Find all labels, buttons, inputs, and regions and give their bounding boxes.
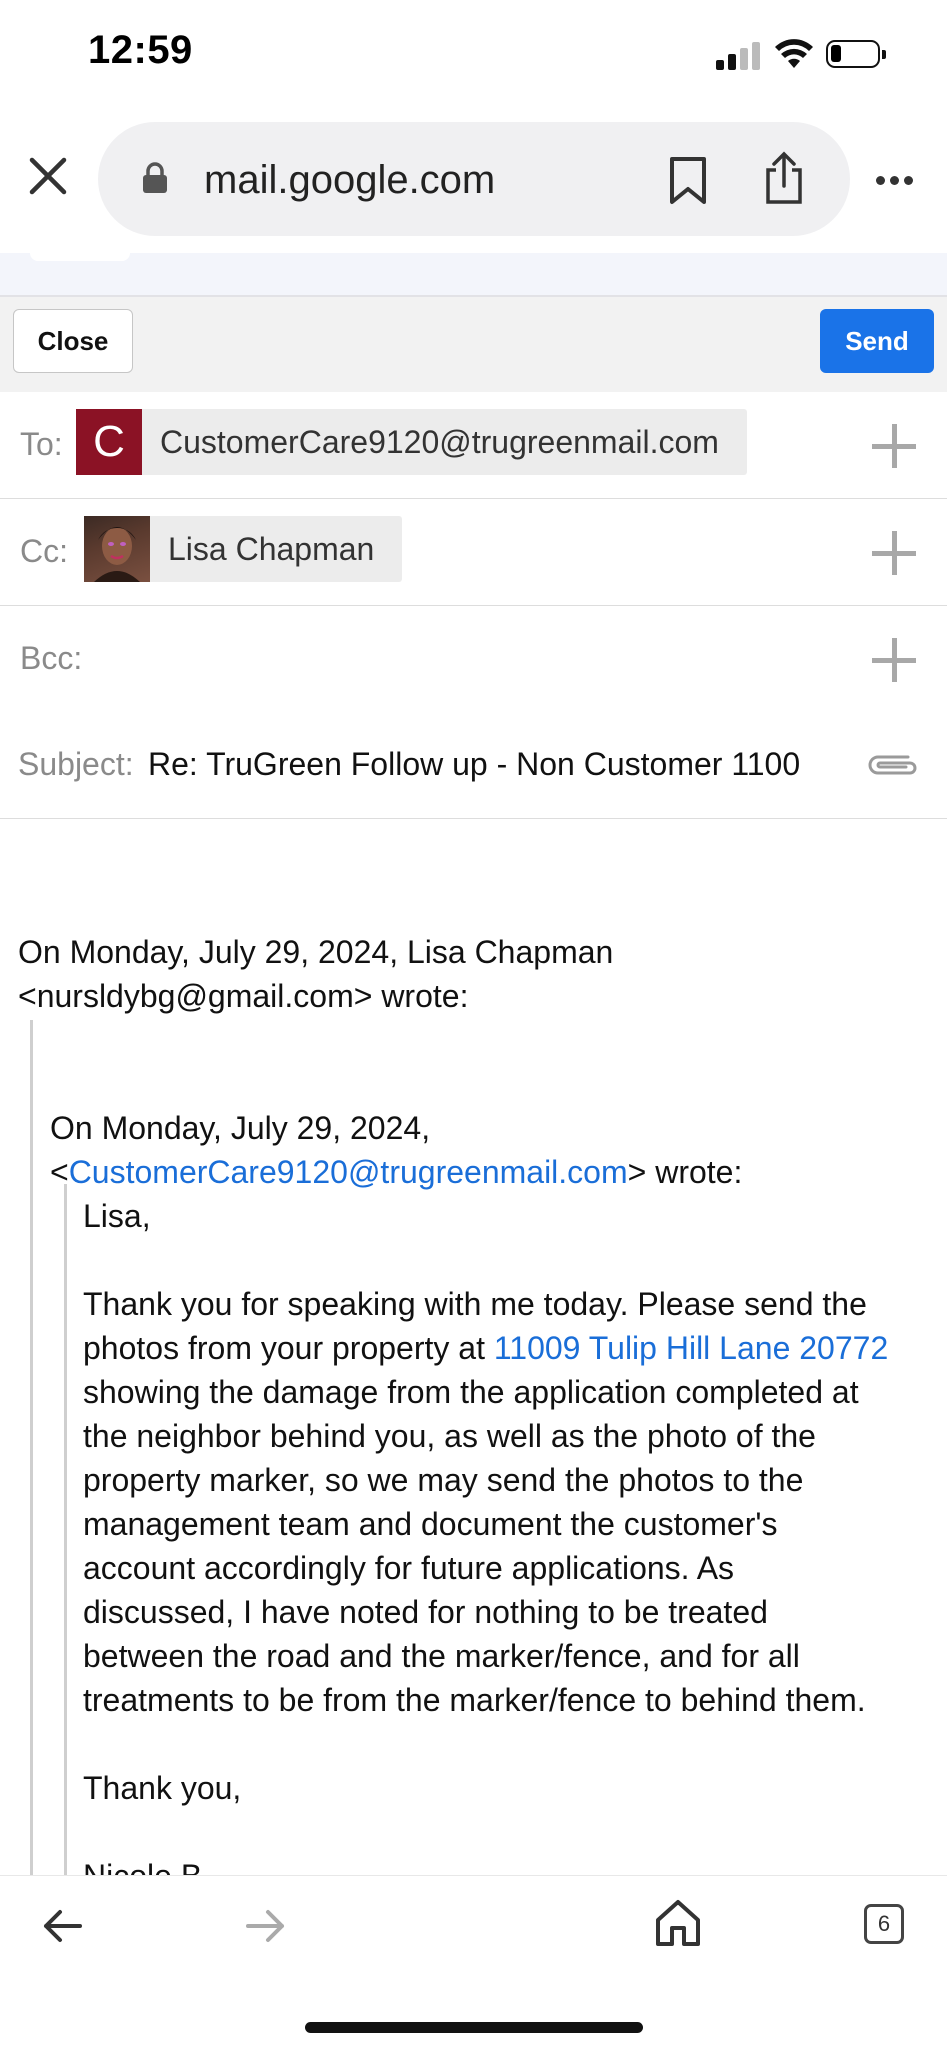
to-row[interactable] — [0, 392, 947, 499]
avatar: C — [76, 409, 142, 475]
paragraph-line: Thank you for speaking with me today. Please send the — [83, 1286, 867, 1322]
greeting: Lisa, — [83, 1198, 151, 1234]
paragraph-line: showing the damage from the application completed at — [83, 1374, 859, 1410]
paperclip-icon[interactable] — [864, 750, 920, 780]
url-text: mail.google.com — [204, 158, 496, 202]
compose-toolbar — [0, 297, 947, 394]
tabs-icon[interactable]: 6 — [864, 1904, 904, 1944]
home-icon[interactable] — [654, 1898, 702, 1948]
sign-off: Thank you, — [83, 1770, 242, 1806]
add-bcc-icon[interactable] — [872, 638, 916, 682]
add-recipient-icon[interactable] — [872, 424, 916, 468]
status-bar — [0, 0, 947, 110]
cc-name: Lisa Chapman — [168, 530, 375, 567]
add-cc-icon[interactable] — [872, 531, 916, 575]
reply-header-line2: <nursldybg@gmail.com> wrote: — [18, 978, 469, 1014]
quoted-header — [50, 1106, 742, 1194]
recipient-email: CustomerCare9120@trugreenmail.com — [160, 423, 719, 460]
quoted-message — [83, 1194, 888, 1898]
subject-label: Subject: — [18, 746, 134, 782]
paragraph-line: account accordingly for future applications. As — [83, 1550, 735, 1586]
subject-row[interactable] — [0, 712, 947, 819]
to-label: To: — [20, 426, 63, 462]
address-link[interactable]: 11009 Tulip Hill Lane 20772 — [493, 1330, 889, 1366]
close-button[interactable]: Close — [13, 309, 133, 373]
tab-strip — [0, 253, 947, 297]
quoted-header-line1: On Monday, July 29, 2024, — [50, 1110, 431, 1146]
browser-bottom-toolbar — [0, 1875, 947, 2049]
status-time: 12:59 — [88, 28, 193, 72]
quoted-wrote: > wrote: — [627, 1154, 743, 1190]
reply-header — [18, 930, 613, 1018]
close-icon[interactable] — [26, 154, 70, 198]
forward-arrow-icon[interactable] — [244, 1904, 288, 1948]
paragraph-line: photos from your property at — [83, 1330, 494, 1366]
lock-icon — [142, 162, 168, 194]
browser-toolbar — [0, 110, 947, 253]
paragraph-line: between the road and the marker/fence, and for all — [83, 1638, 800, 1674]
paragraph-line: management team and document the customer's — [83, 1506, 778, 1542]
recipient-chip[interactable] — [76, 409, 747, 475]
paragraph-line: property marker, so we may send the photos to the — [83, 1462, 804, 1498]
quoted-email-link[interactable]: CustomerCare9120@trugreenmail.com — [68, 1154, 628, 1190]
reply-header-line1: On Monday, July 29, 2024, Lisa Chapman — [18, 934, 614, 970]
paragraph-line: discussed, I have noted for nothing to be treated — [83, 1594, 768, 1630]
address-bar[interactable] — [98, 122, 850, 236]
avatar — [84, 516, 150, 582]
share-icon[interactable] — [764, 152, 804, 206]
cc-label: Cc: — [20, 533, 68, 569]
home-indicator[interactable] — [305, 2022, 643, 2033]
more-icon[interactable] — [876, 172, 918, 190]
bookmark-icon[interactable] — [668, 156, 708, 206]
paragraph-line: treatments to be from the marker/fence to behind them. — [83, 1682, 866, 1718]
cc-chip[interactable] — [84, 516, 402, 582]
bcc-row[interactable] — [0, 606, 947, 713]
cc-row[interactable] — [0, 499, 947, 606]
back-arrow-icon[interactable] — [40, 1904, 84, 1948]
bcc-label: Bcc: — [20, 640, 83, 676]
wifi-icon — [774, 36, 814, 70]
subject-input[interactable]: Re: TruGreen Follow up - Non Customer 1100 — [148, 746, 801, 782]
send-button[interactable]: Send — [820, 309, 934, 373]
message-body[interactable] — [0, 820, 947, 1875]
cellular-signal-icon — [716, 42, 762, 70]
paragraph-line: the neighbor behind you, as well as the photo of the — [83, 1418, 816, 1454]
quoted-lt: < — [50, 1154, 69, 1190]
battery-icon — [826, 40, 880, 68]
